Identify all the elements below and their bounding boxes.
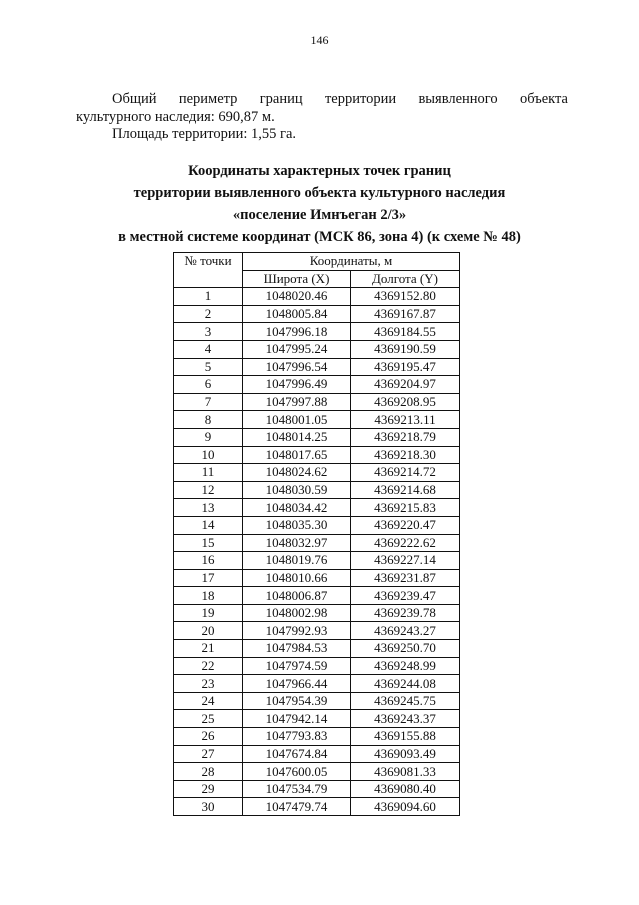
table-row — [174, 710, 460, 728]
header-longitude: Долгота (Y) — [351, 270, 460, 288]
point-number-cell: 19 — [174, 604, 243, 622]
perimeter-word: территории — [324, 91, 397, 107]
point-number-cell: 21 — [174, 640, 243, 658]
longitude-cell: 4369218.79 — [351, 428, 460, 446]
longitude-cell: 4369222.62 — [351, 534, 460, 552]
longitude-cell: 4369184.55 — [351, 323, 460, 341]
table-row — [174, 780, 460, 798]
longitude-cell: 4369248.99 — [351, 657, 460, 675]
table-row — [174, 464, 460, 482]
longitude-cell: 4369213.11 — [351, 411, 460, 429]
latitude-cell: 1047966.44 — [243, 675, 351, 693]
longitude-cell: 4369231.87 — [351, 569, 460, 587]
longitude-cell: 4369215.83 — [351, 499, 460, 517]
latitude-cell: 1048019.76 — [243, 552, 351, 570]
latitude-cell: 1048001.05 — [243, 411, 351, 429]
latitude-cell: 1047995.24 — [243, 340, 351, 358]
heading-line: «поселение Имнъеган 2/3» — [232, 207, 407, 223]
area-text: Площадь территории: 1,55 га. — [112, 126, 297, 142]
longitude-cell: 4369080.40 — [351, 780, 460, 798]
header-point-number: № точки — [174, 253, 243, 288]
latitude-cell: 1048024.62 — [243, 464, 351, 482]
point-number-cell: 24 — [174, 692, 243, 710]
longitude-cell: 4369243.37 — [351, 710, 460, 728]
longitude-cell: 4369094.60 — [351, 798, 460, 816]
table-row — [174, 446, 460, 464]
latitude-cell: 1047992.93 — [243, 622, 351, 640]
longitude-cell: 4369081.33 — [351, 763, 460, 781]
point-number-cell: 26 — [174, 728, 243, 746]
point-number-cell: 8 — [174, 411, 243, 429]
table-row — [174, 534, 460, 552]
perimeter-line-2: культурного наследия: 690,87 м. — [76, 109, 275, 125]
coordinates-heading — [0, 160, 639, 248]
point-number-cell: 28 — [174, 763, 243, 781]
header-latitude: Широта (X) — [243, 270, 351, 288]
point-number-cell: 1 — [174, 288, 243, 306]
table-row — [174, 516, 460, 534]
latitude-cell: 1047793.83 — [243, 728, 351, 746]
point-number-cell: 23 — [174, 675, 243, 693]
longitude-cell: 4369093.49 — [351, 745, 460, 763]
latitude-cell: 1047996.18 — [243, 323, 351, 341]
table-row — [174, 728, 460, 746]
longitude-cell: 4369155.88 — [351, 728, 460, 746]
table-row — [174, 798, 460, 816]
table-row — [174, 622, 460, 640]
point-number-cell: 14 — [174, 516, 243, 534]
latitude-cell: 1048020.46 — [243, 288, 351, 306]
latitude-cell: 1048006.87 — [243, 587, 351, 605]
point-number-cell: 20 — [174, 622, 243, 640]
latitude-cell: 1048010.66 — [243, 569, 351, 587]
heading-line: территории выявленного объекта культурного наследия — [133, 185, 506, 201]
table-row — [174, 640, 460, 658]
point-number-cell: 11 — [174, 464, 243, 482]
perimeter-word: Общий — [112, 91, 157, 107]
latitude-cell: 1047479.74 — [243, 798, 351, 816]
table-row — [174, 358, 460, 376]
point-number-cell: 22 — [174, 657, 243, 675]
latitude-cell: 1047600.05 — [243, 763, 351, 781]
point-number-cell: 16 — [174, 552, 243, 570]
perimeter-word: границ — [259, 91, 303, 107]
header-coordinates: Координаты, м — [243, 253, 460, 271]
table-row — [174, 411, 460, 429]
table-row — [174, 428, 460, 446]
table-row — [174, 376, 460, 394]
perimeter-paragraph — [76, 90, 568, 126]
table-row — [174, 481, 460, 499]
latitude-cell: 1047997.88 — [243, 393, 351, 411]
latitude-cell: 1048032.97 — [243, 534, 351, 552]
latitude-cell: 1047996.54 — [243, 358, 351, 376]
perimeter-word: объекта — [519, 91, 568, 107]
longitude-cell: 4369220.47 — [351, 516, 460, 534]
longitude-cell: 4369245.75 — [351, 692, 460, 710]
table-row — [174, 745, 460, 763]
point-number-cell: 10 — [174, 446, 243, 464]
longitude-cell: 4369218.30 — [351, 446, 460, 464]
longitude-cell: 4369204.97 — [351, 376, 460, 394]
table-row — [174, 340, 460, 358]
table-row — [174, 763, 460, 781]
table-row — [174, 675, 460, 693]
point-number-cell: 4 — [174, 340, 243, 358]
table-row — [174, 393, 460, 411]
point-number-cell: 30 — [174, 798, 243, 816]
longitude-cell: 4369190.59 — [351, 340, 460, 358]
latitude-cell: 1047954.39 — [243, 692, 351, 710]
point-number-cell: 7 — [174, 393, 243, 411]
table-row — [174, 604, 460, 622]
point-number-cell: 3 — [174, 323, 243, 341]
table-row — [174, 692, 460, 710]
latitude-cell: 1048014.25 — [243, 428, 351, 446]
latitude-cell: 1047534.79 — [243, 780, 351, 798]
longitude-cell: 4369239.78 — [351, 604, 460, 622]
table-row — [174, 323, 460, 341]
point-number-cell: 6 — [174, 376, 243, 394]
point-number-cell: 9 — [174, 428, 243, 446]
longitude-cell: 4369239.47 — [351, 587, 460, 605]
longitude-cell: 4369167.87 — [351, 305, 460, 323]
latitude-cell: 1047984.53 — [243, 640, 351, 658]
table-body — [174, 288, 460, 816]
longitude-cell: 4369152.80 — [351, 288, 460, 306]
point-number-cell: 15 — [174, 534, 243, 552]
longitude-cell: 4369227.14 — [351, 552, 460, 570]
perimeter-word: периметр — [178, 91, 238, 107]
latitude-cell: 1048002.98 — [243, 604, 351, 622]
latitude-cell: 1048005.84 — [243, 305, 351, 323]
latitude-cell: 1047674.84 — [243, 745, 351, 763]
point-number-cell: 17 — [174, 569, 243, 587]
perimeter-word: выявленного — [418, 91, 498, 107]
latitude-cell: 1048035.30 — [243, 516, 351, 534]
point-number-cell: 5 — [174, 358, 243, 376]
latitude-cell: 1048017.65 — [243, 446, 351, 464]
latitude-cell: 1047974.59 — [243, 657, 351, 675]
longitude-cell: 4369243.27 — [351, 622, 460, 640]
point-number-cell: 12 — [174, 481, 243, 499]
table-row — [174, 657, 460, 675]
coordinates-table — [173, 252, 460, 816]
point-number-cell: 27 — [174, 745, 243, 763]
longitude-cell: 4369214.68 — [351, 481, 460, 499]
perimeter-line-1 — [76, 90, 568, 108]
point-number-cell: 25 — [174, 710, 243, 728]
page-number: 146 — [310, 33, 329, 47]
point-number-cell: 29 — [174, 780, 243, 798]
table-row — [174, 587, 460, 605]
table-row — [174, 499, 460, 517]
point-number-cell: 2 — [174, 305, 243, 323]
heading-line: Координаты характерных точек границ — [188, 163, 451, 179]
table-row — [174, 569, 460, 587]
longitude-cell: 4369214.72 — [351, 464, 460, 482]
longitude-cell: 4369250.70 — [351, 640, 460, 658]
point-number-cell: 18 — [174, 587, 243, 605]
table-row — [174, 305, 460, 323]
latitude-cell: 1047996.49 — [243, 376, 351, 394]
point-number-cell: 13 — [174, 499, 243, 517]
table-row — [174, 552, 460, 570]
table-row — [174, 288, 460, 306]
heading-line: в местной системе координат (МСК 86, зона 4) (к схеме № 48) — [118, 229, 521, 245]
latitude-cell: 1047942.14 — [243, 710, 351, 728]
longitude-cell: 4369244.08 — [351, 675, 460, 693]
longitude-cell: 4369195.47 — [351, 358, 460, 376]
longitude-cell: 4369208.95 — [351, 393, 460, 411]
latitude-cell: 1048030.59 — [243, 481, 351, 499]
latitude-cell: 1048034.42 — [243, 499, 351, 517]
